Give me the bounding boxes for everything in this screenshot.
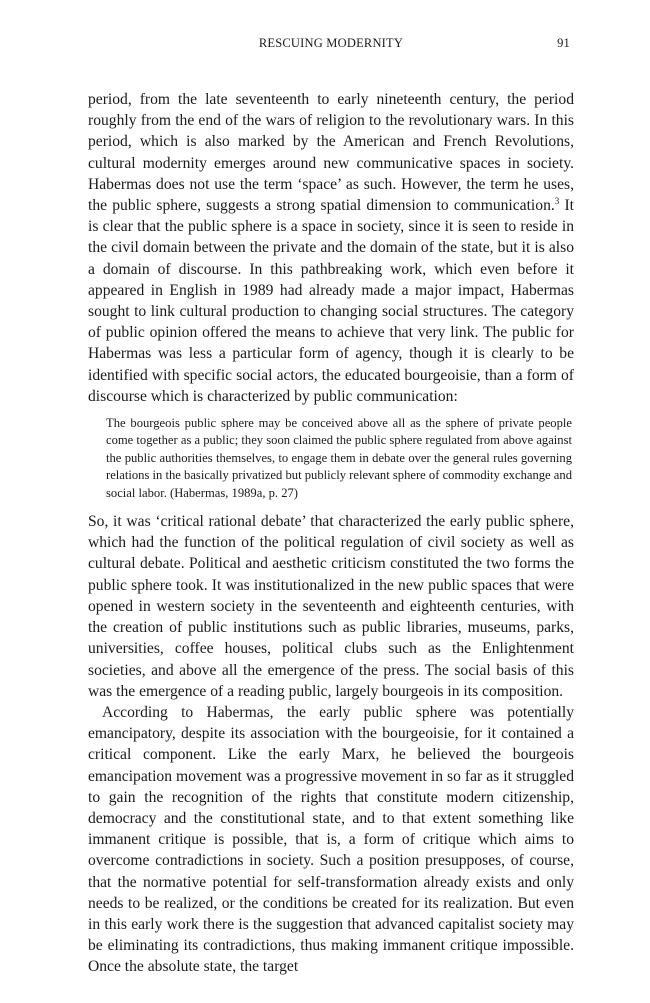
paragraph-text: period, from the late seventeenth to early nineteenth century, the period roughly from the end of the wars of religion to the revolutionary wars. In this period, which is also marked by the American and French Revolutions, cultural modernity emerges around new communicative spaces in society. Habermas does not use the term ‘space’ as such. However, the term he uses, the public sphere, suggests a strong spatial dimension to communication. bbox=[88, 91, 574, 215]
block-quotation: The bourgeois public sphere may be conceived above all as the sphere of private people come together as a public; they soon claimed the public sphere regulated from above against the public authorities themselves, to engage them in debate over the general rules governing relations in the basically privatized but publicly relevant sphere of commodity exchange and social labor. (Habermas, 1989a, p. 27) bbox=[106, 416, 572, 500]
paragraph-critical-debate: So, it was ‘critical rational debate’ that characterized the early public sphere, which had the function of the political regulation of civil society as well as cultural debate. Political and aesthetic criticism constituted the two forms the public sphere took. It was institutionalized in the new public spaces that were opened in western society in the seventeenth and eighteenth centuries, with the creation of public institutions such as public libraries, museums, parks, universities, coffee houses, political clubs such as the Enlightenment societies, and above all the emergence of the press. The social basis of this was the emergence of a reading public, largely bourgeois in its composition. bbox=[88, 513, 574, 700]
paragraph-emancipatory: According to Habermas, the early public sphere was potentially emancipatory, despite its association with the bourgeoisie, for it contained a critical component. Like the early Marx, he believed the bourgeois emancipation movement was a progressive movement in so far as it struggled to gain the recognition of the rights that constitute modern citizenship, democracy and the constitutional state, and to that extent something like immanent critique is possible, that is, a form of critique which aims to overcome contradictions in society. Such a position presupposes, of course, that the normative potential for self-transformation already exists and only needs to be realized, or the conditions be created for its realization. But even in this early work there is the suggestion that advanced capitalist society may be eliminating its contradictions, thus making immanent critique impossible. Once the absolute state, the target bbox=[88, 703, 574, 976]
footnote-marker: 3 bbox=[554, 196, 560, 207]
body-text bbox=[88, 89, 574, 978]
running-head bbox=[88, 36, 574, 54]
page-number: 91 bbox=[557, 36, 570, 50]
paragraph-text-continued: It is clear that the public sphere is a space in society, since it is seen to reside in the civil domain between the private and the domain of the state, but it is also a domain of discourse. In this pathbreaking work, which even before it appeared in English in 1989 had already made a major impact, Habermas sought to link cultural production to changing social structures. The category of public opinion offered the means to achieve that very link. The public for Habermas was less a particular form of agency, though it is clearly to be identified with specific social actors, the educated bourgeoisie, than a form of discourse which is characterized by public communication: bbox=[88, 197, 574, 405]
running-title: RESCUING MODERNITY bbox=[258, 36, 404, 50]
paragraph-public-sphere-intro bbox=[88, 89, 574, 407]
